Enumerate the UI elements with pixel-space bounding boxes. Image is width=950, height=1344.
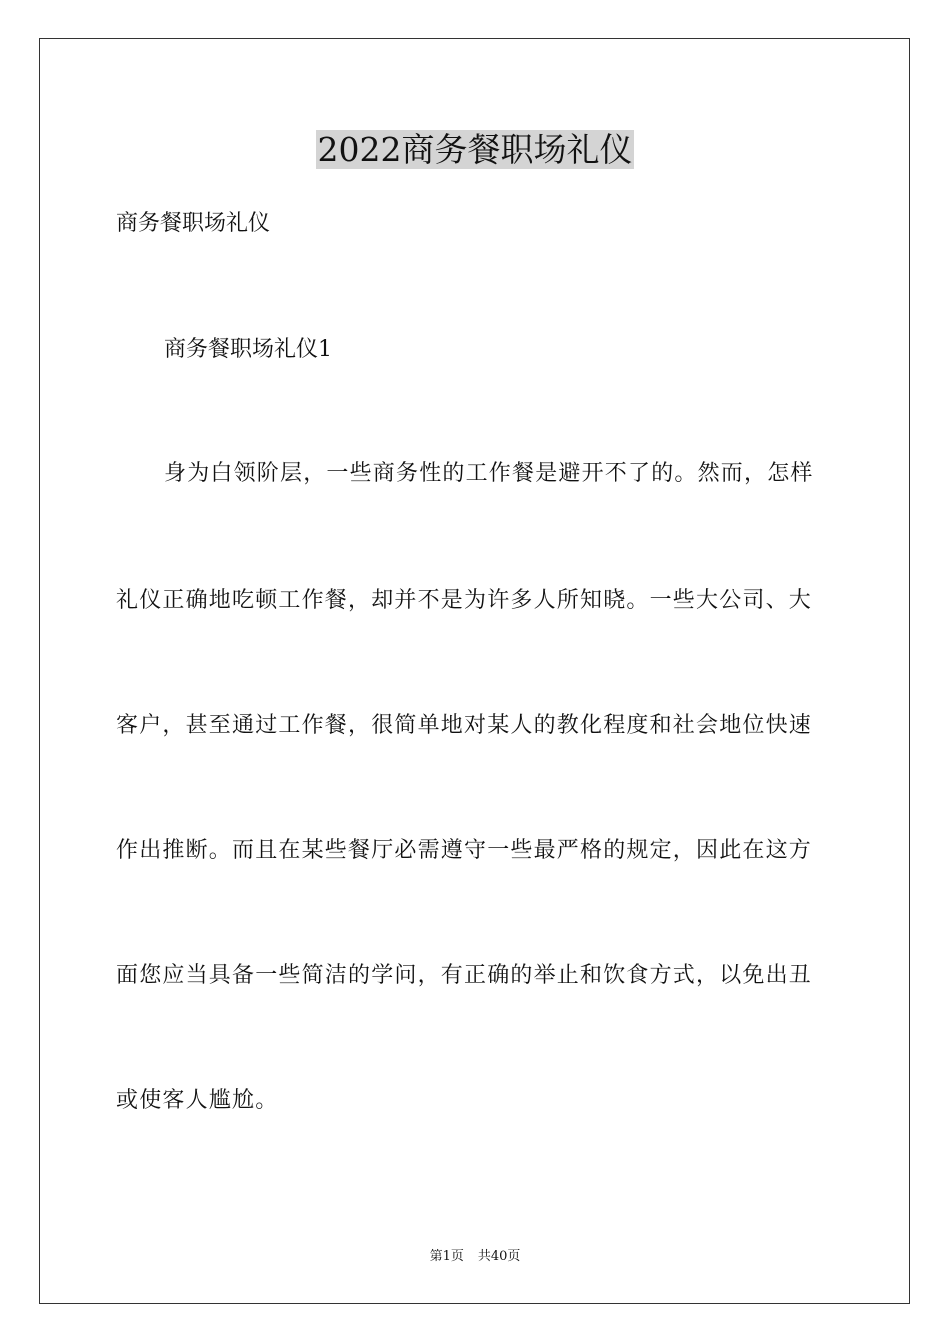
body-line: 身为白领阶层，一些商务性的工作餐是避开不了的。然而，怎样: [164, 461, 814, 486]
page-total: 共40页: [477, 1249, 521, 1264]
body-line: 作出推断。而且在某些餐厅必需遵守一些最严格的规定，因此在这方: [116, 838, 813, 863]
page-footer: [0, 1248, 950, 1266]
document-title-text: 2022商务餐职场礼仪: [317, 130, 633, 169]
page-number: 第1页: [429, 1249, 464, 1264]
body-line: 面您应当具备一些简洁的学问，有正确的举止和饮食方式，以免出丑: [116, 963, 813, 988]
body-line: 客户，甚至通过工作餐，很简单地对某人的教化程度和社会地位快速: [116, 713, 813, 738]
body-line: 或使客人尴尬。: [116, 1088, 279, 1113]
document-subtitle: 商务餐职场礼仪: [116, 211, 271, 236]
document-title: [0, 128, 950, 172]
section-heading: 商务餐职场礼仪1: [164, 337, 332, 362]
body-line: 礼仪正确地吃顿工作餐，却并不是为许多人所知晓。一些大公司、大: [116, 588, 813, 613]
